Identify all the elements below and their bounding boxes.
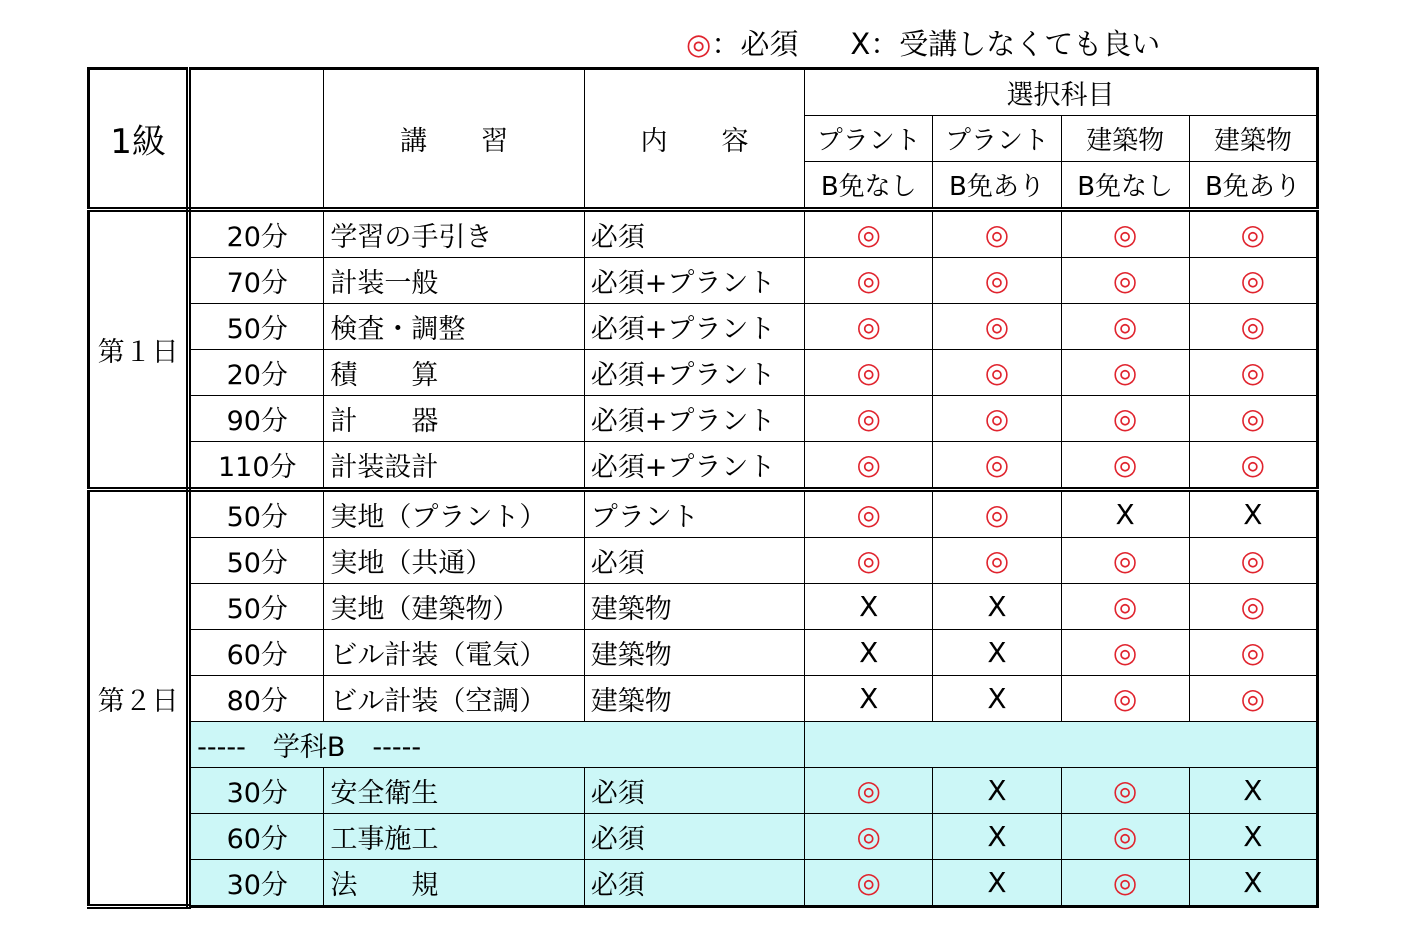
time-cell: 30分 <box>189 860 324 907</box>
requirement-mark: ◎ <box>1061 584 1189 630</box>
requirement-mark: X <box>933 630 1061 676</box>
requirement-mark: ◎ <box>1189 630 1317 676</box>
content-cell: 必須 <box>584 814 804 860</box>
time-header <box>189 69 324 210</box>
content-cell: 必須+プラント <box>584 304 804 350</box>
requirement-mark: X <box>1189 768 1317 814</box>
lecture-cell: 検査・調整 <box>324 304 584 350</box>
requirement-mark: ◎ <box>805 768 933 814</box>
content-cell: 必須+プラント <box>584 350 804 396</box>
sub-header-bottom: B免あり <box>933 162 1061 210</box>
required-mark: ◎ <box>686 27 712 61</box>
requirement-mark: ◎ <box>805 490 933 538</box>
requirement-mark: ◎ <box>1189 258 1317 304</box>
sub-header-top: 建築物 <box>1061 116 1189 162</box>
requirement-mark: X <box>933 676 1061 722</box>
requirement-mark: ◎ <box>1061 814 1189 860</box>
table-row <box>89 442 1318 490</box>
requirement-mark: X <box>1061 490 1189 538</box>
requirement-mark: X <box>1189 860 1317 907</box>
requirement-mark: ◎ <box>933 396 1061 442</box>
requirement-mark: X <box>933 768 1061 814</box>
table-row <box>89 630 1318 676</box>
requirement-mark: ◎ <box>933 210 1061 258</box>
requirement-mark: X <box>805 584 933 630</box>
requirement-mark: ◎ <box>805 350 933 396</box>
requirement-mark: ◎ <box>1189 304 1317 350</box>
legend <box>686 22 1160 63</box>
requirement-mark: ◎ <box>1189 584 1317 630</box>
requirement-mark: ◎ <box>1189 350 1317 396</box>
time-cell: 20分 <box>189 210 324 258</box>
requirement-mark: ◎ <box>805 304 933 350</box>
optional-legend-text: ：受講しなくても良い <box>870 27 1161 61</box>
course-schedule-table <box>87 67 1319 909</box>
table-row <box>89 768 1318 814</box>
sub-header-bottom: B免なし <box>1061 162 1189 210</box>
requirement-mark: X <box>933 584 1061 630</box>
requirement-mark: ◎ <box>1061 860 1189 907</box>
lecture-cell: 学習の手引き <box>324 210 584 258</box>
sub-header-top: プラント <box>805 116 933 162</box>
table-row <box>89 350 1318 396</box>
requirement-mark: ◎ <box>805 538 933 584</box>
lecture-cell: 安全衛生 <box>324 768 584 814</box>
requirement-mark: X <box>933 814 1061 860</box>
requirement-mark: ◎ <box>1061 210 1189 258</box>
lecture-cell: 実地（プラント） <box>324 490 584 538</box>
table-row <box>89 258 1318 304</box>
required-legend-text: ：必須 <box>711 27 799 61</box>
requirement-mark: ◎ <box>1061 768 1189 814</box>
subject-b-row <box>89 722 1318 768</box>
sub-header-top: プラント <box>933 116 1061 162</box>
content-cell: 必須 <box>584 768 804 814</box>
content-cell: 必須+プラント <box>584 258 804 304</box>
lecture-cell: 計 器 <box>324 396 584 442</box>
table-row <box>89 490 1318 538</box>
time-cell: 30分 <box>189 768 324 814</box>
content-cell: 必須 <box>584 538 804 584</box>
lecture-cell: 計装設計 <box>324 442 584 490</box>
content-cell: 必須 <box>584 210 804 258</box>
requirement-mark: ◎ <box>1061 304 1189 350</box>
requirement-mark: X <box>933 860 1061 907</box>
requirement-mark: X <box>805 676 933 722</box>
requirement-mark: ◎ <box>1189 396 1317 442</box>
requirement-mark: X <box>1189 490 1317 538</box>
content-header: 内 容 <box>584 69 804 210</box>
requirement-mark: X <box>805 630 933 676</box>
requirement-mark: ◎ <box>1061 396 1189 442</box>
table-row <box>89 676 1318 722</box>
time-cell: 80分 <box>189 676 324 722</box>
time-cell: 50分 <box>189 304 324 350</box>
day-label: 第１日 <box>89 210 189 490</box>
requirement-mark: ◎ <box>1189 210 1317 258</box>
requirement-mark: ◎ <box>933 304 1061 350</box>
requirement-mark: ◎ <box>1189 676 1317 722</box>
lecture-cell: ビル計装（電気） <box>324 630 584 676</box>
content-cell: プラント <box>584 490 804 538</box>
lecture-cell: 積 算 <box>324 350 584 396</box>
lecture-header: 講 習 <box>324 69 584 210</box>
day-label: 第２日 <box>89 490 189 907</box>
table-row <box>89 584 1318 630</box>
table-row <box>89 396 1318 442</box>
subject-b-blank <box>805 722 1318 768</box>
subject-b-label: ----- 学科B ----- <box>189 722 805 768</box>
requirement-mark: ◎ <box>1189 442 1317 490</box>
table-row <box>89 814 1318 860</box>
requirement-mark: ◎ <box>933 538 1061 584</box>
requirement-mark: ◎ <box>933 442 1061 490</box>
table-row <box>89 304 1318 350</box>
requirement-mark: ◎ <box>805 210 933 258</box>
time-cell: 90分 <box>189 396 324 442</box>
elective-header: 選択科目 <box>805 69 1318 116</box>
content-cell: 建築物 <box>584 676 804 722</box>
content-cell: 必須 <box>584 860 804 907</box>
time-cell: 50分 <box>189 584 324 630</box>
optional-mark: X <box>850 27 871 61</box>
lecture-cell: 法 規 <box>324 860 584 907</box>
grade-header: 1級 <box>89 69 189 210</box>
requirement-mark: ◎ <box>805 860 933 907</box>
table-row <box>89 538 1318 584</box>
content-cell: 建築物 <box>584 584 804 630</box>
table-row <box>89 860 1318 907</box>
content-cell: 必須+プラント <box>584 396 804 442</box>
time-cell: 50分 <box>189 490 324 538</box>
time-cell: 20分 <box>189 350 324 396</box>
lecture-cell: 工事施工 <box>324 814 584 860</box>
content-cell: 建築物 <box>584 630 804 676</box>
time-cell: 60分 <box>189 630 324 676</box>
requirement-mark: ◎ <box>933 258 1061 304</box>
requirement-mark: ◎ <box>1061 442 1189 490</box>
requirement-mark: ◎ <box>805 396 933 442</box>
time-cell: 70分 <box>189 258 324 304</box>
content-cell: 必須+プラント <box>584 442 804 490</box>
sub-header-bottom: B免なし <box>805 162 933 210</box>
requirement-mark: ◎ <box>1061 630 1189 676</box>
requirement-mark: ◎ <box>805 814 933 860</box>
requirement-mark: ◎ <box>1061 538 1189 584</box>
requirement-mark: ◎ <box>933 490 1061 538</box>
lecture-cell: 計装一般 <box>324 258 584 304</box>
lecture-cell: ビル計装（空調） <box>324 676 584 722</box>
time-cell: 60分 <box>189 814 324 860</box>
sub-header-top: 建築物 <box>1189 116 1317 162</box>
sub-header-bottom: B免あり <box>1189 162 1317 210</box>
requirement-mark: ◎ <box>1061 258 1189 304</box>
requirement-mark: ◎ <box>1061 350 1189 396</box>
requirement-mark: ◎ <box>805 258 933 304</box>
time-cell: 50分 <box>189 538 324 584</box>
requirement-mark: ◎ <box>805 442 933 490</box>
requirement-mark: ◎ <box>1061 676 1189 722</box>
time-cell: 110分 <box>189 442 324 490</box>
table-row <box>89 210 1318 258</box>
requirement-mark: X <box>1189 814 1317 860</box>
requirement-mark: ◎ <box>933 350 1061 396</box>
lecture-cell: 実地（共通） <box>324 538 584 584</box>
requirement-mark: ◎ <box>1189 538 1317 584</box>
lecture-cell: 実地（建築物） <box>324 584 584 630</box>
